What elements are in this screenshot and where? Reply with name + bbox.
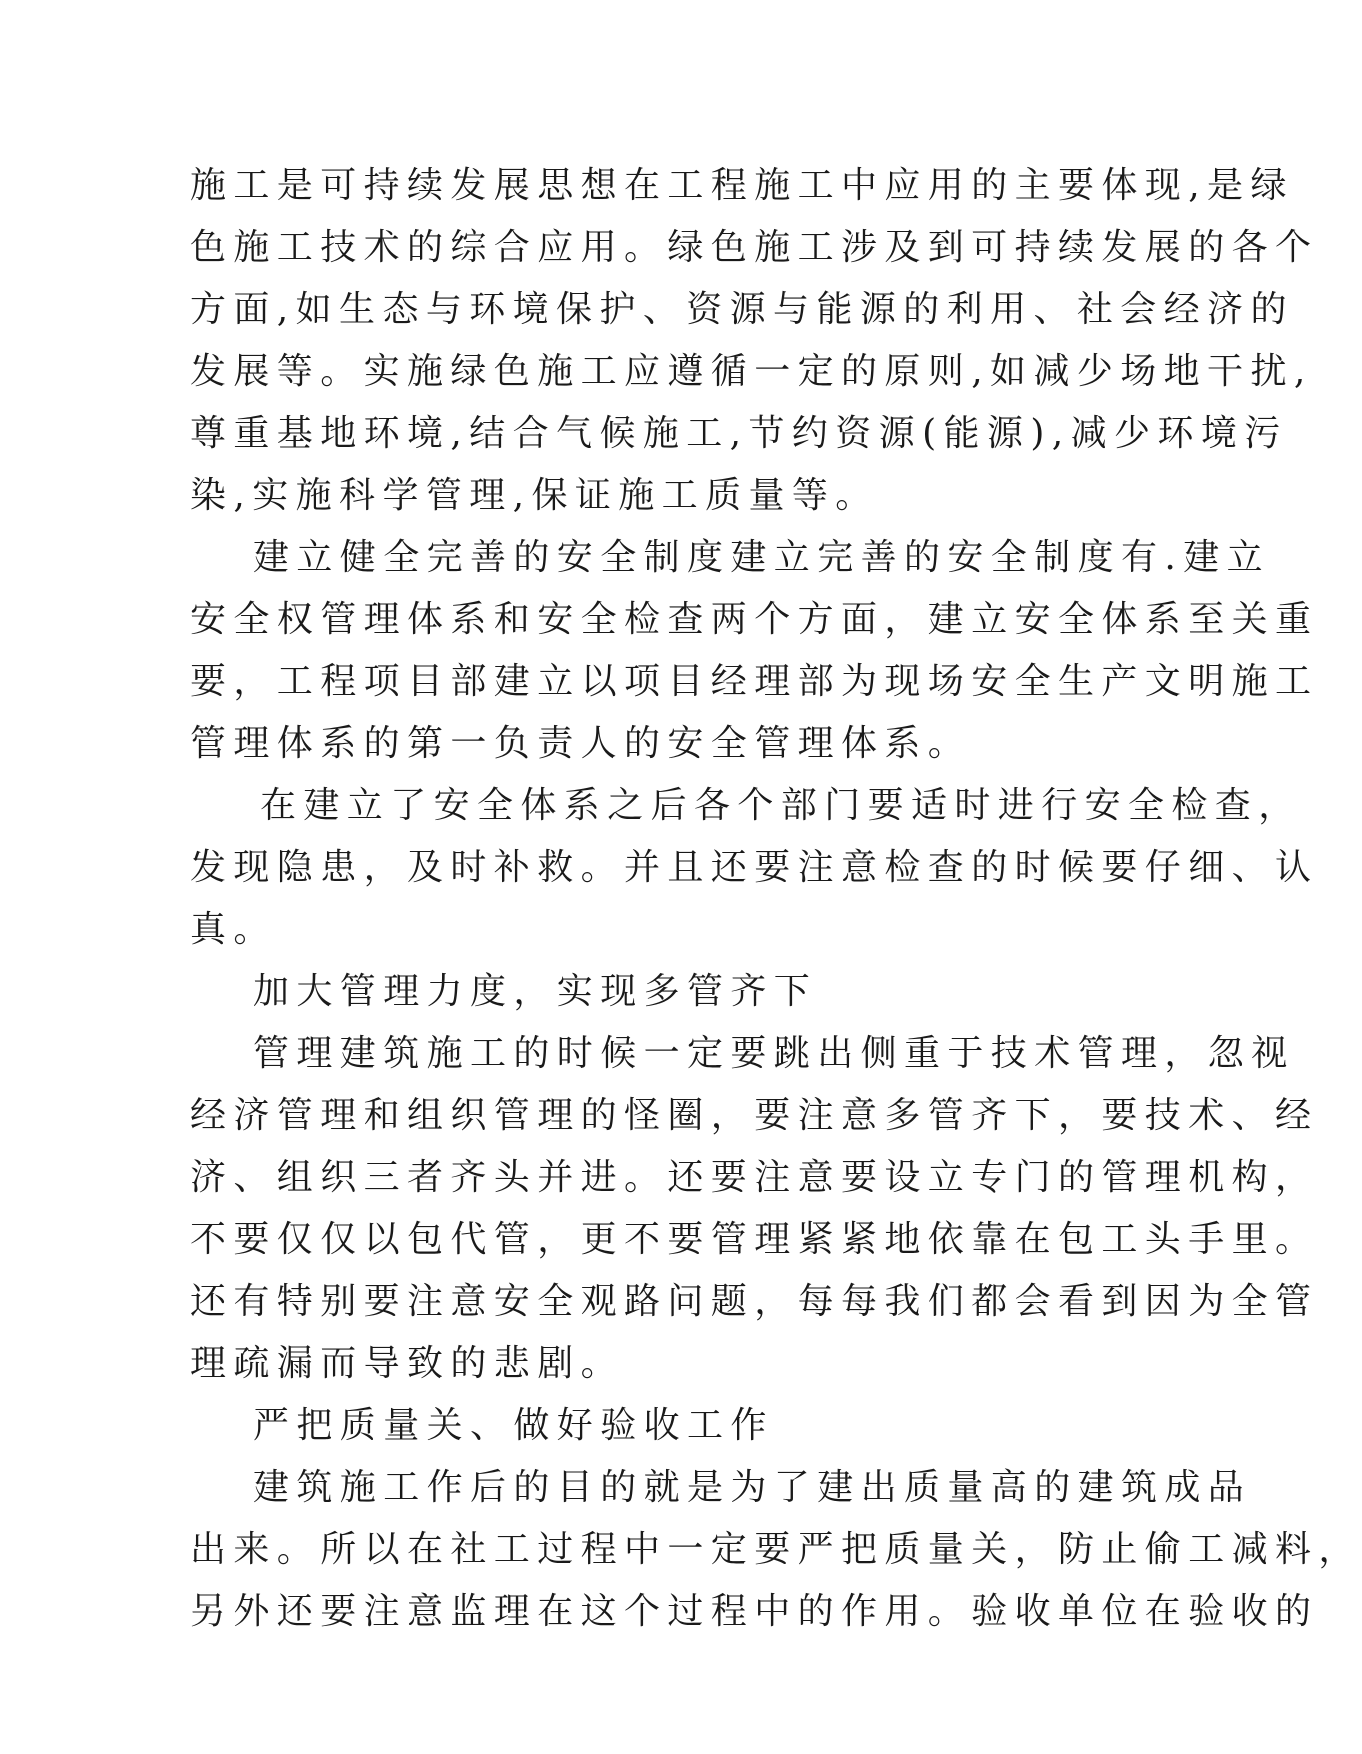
text-line: 另外还要注意监理在这个过程中的作用。验收单位在验收的 xyxy=(190,1591,1319,1632)
text-line: 要，工程项目部建立以项目经理部为现场安全生产文明施工 xyxy=(190,661,1319,702)
text-line: 发展等。实施绿色施工应遵循一定的原则,如减少场地干扰, xyxy=(190,351,1313,392)
paragraph-start-line: 在建立了安全体系之后各个部门要适时进行安全检查， xyxy=(260,785,1302,826)
text-line: 真。 xyxy=(190,909,277,950)
text-line: 色施工技术的综合应用。绿色施工涉及到可持续发展的各个 xyxy=(190,227,1319,268)
text-line: 还有特别要注意安全观路问题，每每我们都会看到因为全管 xyxy=(190,1281,1319,1322)
text-line: 理疏漏而导致的悲剧。 xyxy=(190,1343,625,1384)
paragraph-start-line: 建筑施工作后的目的就是为了建出质量高的建筑成品 xyxy=(253,1467,1252,1508)
paragraph-start-line: 建立健全完善的安全制度建立完善的安全制度有.建立 xyxy=(253,537,1271,578)
text-line: 经济管理和组织管理的怪圈，要注意多管齐下，要技术、经 xyxy=(190,1095,1319,1136)
text-line: 管理体系的第一负责人的安全管理体系。 xyxy=(190,723,972,764)
section-heading: 严把质量关、做好验收工作 xyxy=(253,1405,774,1446)
text-line: 济、组织三者齐头并进。还要注意要设立专门的管理机构， xyxy=(190,1157,1319,1198)
text-line: 方面,如生态与环境保护、资源与能源的利用、社会经济的 xyxy=(190,289,1294,330)
text-line: 出来。所以在社工过程中一定要严把质量关，防止偷工减料， xyxy=(190,1529,1362,1570)
paragraph-start-line: 管理建筑施工的时候一定要跳出侧重于技术管理，忽视 xyxy=(253,1033,1295,1074)
text-line: 不要仅仅以包代管，更不要管理紧紧地依靠在包工头手里。 xyxy=(190,1219,1319,1260)
text-line: 尊重基地环境,结合气候施工,节约资源(能源),减少环境污 xyxy=(190,413,1288,454)
text-line: 施工是可持续发展思想在工程施工中应用的主要体现,是绿 xyxy=(190,165,1294,206)
section-heading: 加大管理力度，实现多管齐下 xyxy=(253,971,818,1012)
text-line: 染,实施科学管理,保证施工质量等。 xyxy=(190,475,879,516)
text-line: 安全权管理体系和安全检查两个方面，建立安全体系至关重 xyxy=(190,599,1319,640)
text-line: 发现隐患，及时补救。并且还要注意检查的时候要仔细、认 xyxy=(190,847,1319,888)
